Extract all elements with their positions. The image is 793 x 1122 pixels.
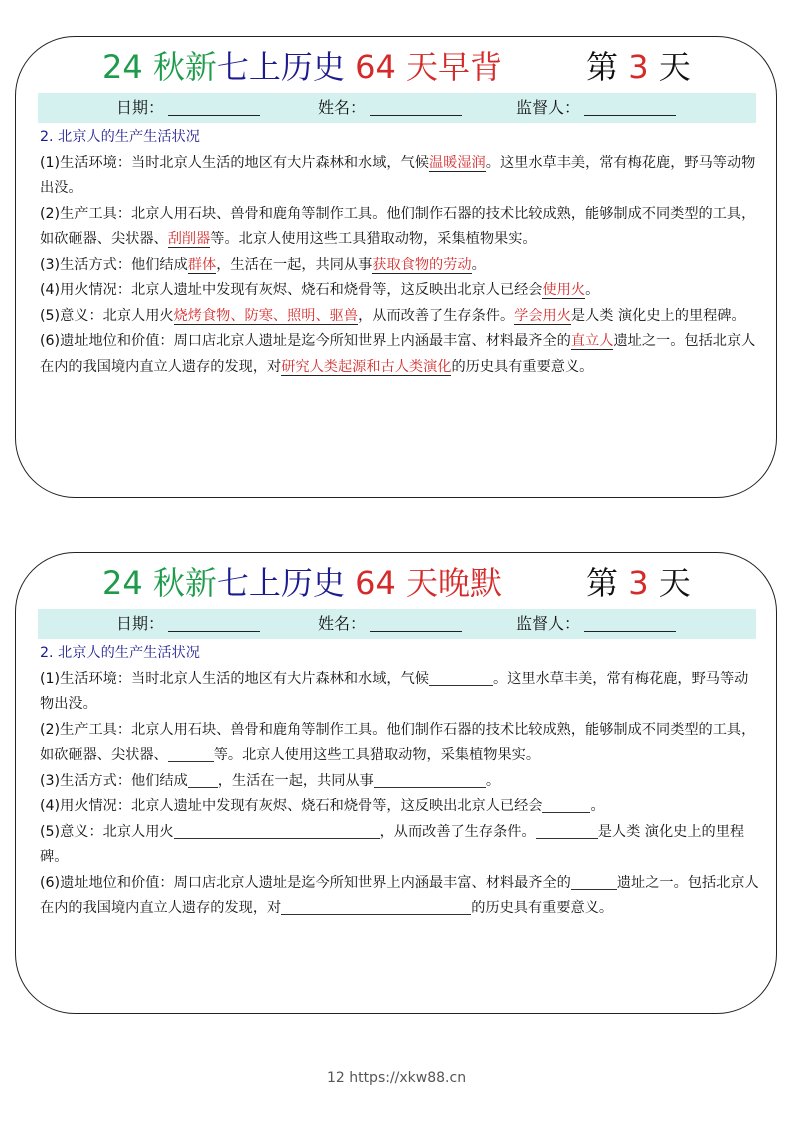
fill-blank[interactable] (429, 669, 493, 686)
fill-blank[interactable] (374, 771, 486, 788)
paragraph-lifestyle: (3)生活方式：他们结成群体，生活在一起，共同从事获取食物的劳动。 (40, 256, 486, 273)
card-title (16, 561, 776, 605)
name-field[interactable]: 姓名： (318, 609, 462, 639)
paragraph-tools: (2)生产工具：北京人用石块、兽骨和鹿角等制作工具。他们制作石器的技术比较成熟，能够制成不同类型的工具，如砍砸器、尖状器、 等。北京人使用这些工具猎取动物，采集植物果实。 (40, 721, 756, 763)
info-bar (38, 93, 756, 123)
fill-blank[interactable] (281, 898, 471, 915)
paragraph-fire-use: (4)用火情况：北京人遗址中发现有灰烬、烧石和烧骨等，这反映出北京人已经会 。 (40, 798, 605, 814)
answer: 使用火 (542, 282, 586, 298)
date-blank[interactable] (168, 97, 260, 116)
title-part-1: 24 秋新 (102, 564, 217, 602)
supervisor-blank[interactable] (584, 97, 676, 116)
title-part-2: 七上历史 (216, 48, 345, 86)
fill-blank[interactable] (168, 745, 214, 762)
fill-blank[interactable] (542, 796, 590, 813)
title-part-1: 24 秋新 (102, 48, 217, 86)
card-body (40, 125, 762, 380)
paragraph-environment: (1)生活环境：当时北京人生活的地区有大片森林和水域，气候 。这里水草丰美，常有梅花鹿，野马等动物出没。 (40, 670, 749, 712)
paragraph-site-value: (6)遗址地位和价值：周口店北京人遗址是迄今所知世界上内涵最丰富、材料最齐全的 遗址之一。包括北京人在内的我国境内直立人遗存的发现，对 的历史具有重要意义。 (40, 874, 759, 916)
answer: 刮削器 (167, 231, 211, 247)
name-blank[interactable] (370, 97, 462, 116)
answer: 学会用火 (514, 307, 571, 324)
fill-blank[interactable] (188, 771, 218, 788)
title-part-3: 64 天早背 (355, 48, 502, 86)
paragraph-lifestyle: (3)生活方式：他们结成 ，生活在一起，共同从事 。 (40, 772, 501, 789)
fill-blank[interactable] (571, 873, 617, 890)
answer: 获取食物的劳动 (372, 256, 472, 273)
answer: 直立人 (570, 333, 614, 349)
day-label: 第 3 天 (586, 564, 691, 602)
card-body (40, 641, 762, 922)
date-field[interactable]: 日期： (116, 93, 260, 123)
page-footer: 12 https://xkw88.cn (326, 1070, 467, 1086)
name-blank[interactable] (370, 613, 462, 632)
evening-dictation-card (15, 552, 777, 1014)
title-part-2: 七上历史 (216, 564, 345, 602)
fill-blank[interactable] (536, 822, 598, 839)
supervisor-field[interactable]: 监督人： (516, 609, 676, 639)
day-label: 第 3 天 (586, 48, 691, 86)
paragraph-fire-use: (4)用火情况：北京人遗址中发现有灰烬、烧石和烧骨等，这反映出北京人已经会使用火。 (40, 282, 600, 298)
answer: 群体 (187, 256, 217, 273)
paragraph-environment: (1)生活环境：当时北京人生活的地区有大片森林和水域，气候温暖湿润。这里水草丰美，常有梅花鹿，野马等动物出没。 (40, 154, 756, 196)
paragraph-site-value: (6)遗址地位和价值：周口店北京人遗址是迄今所知世界上内涵最丰富、材料最齐全的直立人遗址之一。包括北京人在内的我国境内直立人遗存的发现，对研究人类起源和古人类演化的历史具有重要意义。 (40, 333, 756, 375)
fill-blank[interactable] (174, 822, 380, 839)
day-number: 3 (628, 48, 649, 86)
name-field[interactable]: 姓名： (318, 93, 462, 123)
supervisor-field[interactable]: 监督人： (516, 93, 676, 123)
date-field[interactable]: 日期： (116, 609, 260, 639)
section-heading: 2. 北京人的生产生活状况 (40, 645, 200, 661)
answer: 温暖湿润 (428, 154, 486, 171)
section-heading: 2. 北京人的生产生活状况 (40, 129, 200, 145)
answer: 研究人类起源和古人类演化 (281, 358, 452, 375)
supervisor-blank[interactable] (584, 613, 676, 632)
morning-recitation-card (15, 36, 777, 498)
paragraph-significance: (5)意义：北京人用火 ，从而改善了生存条件。 是人类 演化史上的里程碑。 (40, 823, 745, 865)
paragraph-tools: (2)生产工具：北京人用石块、兽骨和鹿角等制作工具。他们制作石器的技术比较成熟，能够制成不同类型的工具，如砍砸器、尖状器、刮削器等。北京人使用这些工具猎取动物，采集植物果实。 (40, 205, 756, 247)
info-bar (38, 609, 756, 639)
paragraph-significance: (5)意义：北京人用火烧烤食物、防寒、照明、驱兽，从而改善了生存条件。学会用火是人类 演化史上的里程碑。 (40, 307, 746, 324)
day-number: 3 (628, 564, 649, 602)
date-blank[interactable] (168, 613, 260, 632)
card-title (16, 45, 776, 89)
title-part-3: 64 天晚默 (355, 564, 502, 602)
answer: 烧烤食物、防寒、照明、驱兽 (173, 307, 359, 324)
